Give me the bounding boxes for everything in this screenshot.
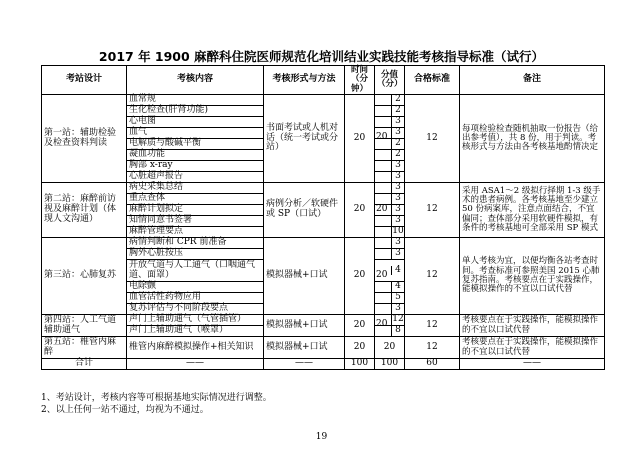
item-points: 3 bbox=[375, 172, 405, 183]
table-row bbox=[42, 337, 605, 359]
exam-item: 心电图 bbox=[127, 117, 264, 128]
exam-time: 20 bbox=[345, 183, 375, 238]
item-points: 8 bbox=[375, 326, 405, 337]
total-score: 100 bbox=[375, 359, 405, 370]
exam-item: 电解质与酸碱平衡 bbox=[127, 139, 264, 150]
header-score: 分值 （分） bbox=[375, 66, 405, 95]
exam-item: 麻醉计划拟定 bbox=[127, 205, 264, 216]
item-points: 2 bbox=[375, 106, 405, 117]
item-points: 2 20 bbox=[375, 95, 405, 106]
item-points: 3 20 bbox=[375, 238, 405, 249]
item-points: 2 bbox=[375, 139, 405, 150]
exam-item: 心脏超声报告 bbox=[127, 172, 264, 183]
total-time: 100 bbox=[345, 359, 375, 370]
station-note: 考核要点在于实践操作，能模拟操作的不宜以口试代替 bbox=[460, 337, 605, 359]
table-row bbox=[42, 315, 605, 326]
exam-method: 模拟器械+口试 bbox=[264, 315, 345, 337]
total-pass: 60 bbox=[405, 359, 460, 370]
item-points: 3 bbox=[375, 304, 405, 315]
exam-item: 血管活性药物应用 bbox=[127, 293, 264, 304]
exam-item: 开放气道与人工通气（口咽通气道、面罩） bbox=[127, 260, 264, 282]
exam-item: 胸部 x-ray bbox=[127, 161, 264, 172]
item-points: 3 bbox=[375, 216, 405, 227]
station-name: 第二站：麻醉前访视及麻醉计划（体现人文沟通） bbox=[42, 183, 127, 238]
item-points: 3 bbox=[375, 117, 405, 128]
station-score: 20 bbox=[376, 132, 388, 143]
exam-time: 20 bbox=[345, 315, 375, 337]
pass-standard: 12 bbox=[405, 315, 460, 337]
exam-method: 模拟器械+口试 bbox=[264, 337, 345, 359]
header-content: 考核内容 bbox=[127, 66, 264, 95]
item-points: 5 bbox=[375, 293, 405, 304]
item-points: 3 bbox=[375, 161, 405, 172]
footnotes bbox=[41, 392, 272, 416]
pass-standard: 12 bbox=[405, 337, 460, 359]
item-points: 4 bbox=[375, 282, 405, 293]
station-name: 第一站：辅助检验及检查资料判读 bbox=[42, 95, 127, 183]
pass-standard: 12 bbox=[405, 95, 460, 183]
header-row bbox=[42, 66, 605, 95]
total-content: —— bbox=[127, 359, 264, 370]
exam-method: 书面考试或人机对话（统一考试或分站） bbox=[264, 95, 345, 183]
exam-item: 血气 bbox=[127, 128, 264, 139]
exam-time: 20 bbox=[345, 95, 375, 183]
item-points: 10 bbox=[375, 227, 405, 238]
exam-item: 胸外心脏按压 bbox=[127, 249, 264, 260]
total-note: —— bbox=[460, 359, 605, 370]
exam-item: 凝血功能 bbox=[127, 150, 264, 161]
exam-method: 病例分析／软硬件或 SP（口试） bbox=[264, 183, 345, 238]
station-name: 第三站：心肺复苏 bbox=[42, 238, 127, 315]
exam-item: 知情同意书签署 bbox=[127, 216, 264, 227]
footnote: 1、考站设计，考核内容等可根据基地实际情况进行调整。 bbox=[41, 393, 272, 403]
item-points: 2 bbox=[375, 150, 405, 161]
exam-item: 复苏评估与不同阶段要点 bbox=[127, 304, 264, 315]
total-method: —— bbox=[264, 359, 345, 370]
item-points: 3 bbox=[375, 249, 405, 260]
exam-item: 电除颤 bbox=[127, 282, 264, 293]
header-method: 考核形式与方法 bbox=[264, 66, 345, 95]
exam-standard-table bbox=[41, 65, 605, 370]
item-points: 3 bbox=[375, 128, 405, 139]
table-row bbox=[42, 183, 605, 194]
item-points: 3 20 bbox=[375, 183, 405, 194]
station-note: 每项检验检查随机抽取一份报告（给出参考值），共 8 份，用于判读。考核形式与方法由各考核基地酌情决定 bbox=[460, 95, 605, 183]
station-score: 20 bbox=[376, 203, 388, 214]
item-points: 3 bbox=[375, 194, 405, 205]
pass-standard: 12 bbox=[405, 238, 460, 315]
item-points: 12 20 bbox=[376, 314, 404, 330]
station-score: 20 bbox=[376, 269, 388, 280]
station-name: 第四站：人工气道辅助通气 bbox=[42, 315, 127, 337]
pass-standard: 12 bbox=[405, 183, 460, 238]
exam-time: 20 bbox=[345, 238, 375, 315]
station-note: 采用 ASA1～2 级拟行择期 1-3 级手术的患者病例。各考核基地至少建立 50 份病案库，注意点面结合，不宜偏同；查体部分采用软硬件模拟，有条件的考核基地可全部采用 SP 模式 bbox=[460, 183, 605, 238]
exam-item: 麻醉管理要点 bbox=[127, 227, 264, 238]
exam-item: 病史采集总结 bbox=[127, 183, 264, 194]
table-row bbox=[42, 238, 605, 249]
table-row bbox=[42, 95, 605, 106]
header-note: 备注 bbox=[460, 66, 605, 95]
exam-item: 椎管内麻醉模拟操作+相关知识 bbox=[127, 337, 264, 359]
exam-item: 声门上辅助通气（气管插管） bbox=[127, 315, 264, 326]
station-name: 第五站：椎管内麻醉 bbox=[42, 337, 127, 359]
exam-item: 生化检查(肝肾功能) bbox=[127, 106, 264, 117]
exam-item: 血常规 bbox=[127, 95, 264, 106]
station-note: 考核要点在于实践操作，能模拟操作的不宜以口试代替 bbox=[460, 315, 605, 337]
page-title: 2017 年 1900 麻醉科住院医师规范化培训结业实践技能考核指导标准（试行） bbox=[98, 49, 545, 64]
exam-item: 病情判断和 CPR 前准备 bbox=[127, 238, 264, 249]
station-note: 单人考核为宜，以便均衡各站考查时间。考查标准可参照美国 2015 心肺复苏指南。考核要点在于实践操作，能模拟操作的不宜以口试代替 bbox=[460, 238, 605, 315]
header-time: 时间 （分钟） bbox=[345, 66, 375, 95]
exam-item: 重点查体 bbox=[127, 194, 264, 205]
item-points: 4 bbox=[375, 260, 405, 282]
header-pass: 合格标准 bbox=[405, 66, 460, 95]
exam-item: 声门上辅助通气（喉罩） bbox=[127, 326, 264, 337]
footnote: 2、以上任何一站不通过，均视为不通过。 bbox=[41, 405, 209, 415]
header-station: 考站设计 bbox=[42, 66, 127, 95]
station-score: 20 bbox=[376, 319, 388, 330]
exam-method: 模拟器械+口试 bbox=[264, 238, 345, 315]
exam-time: 20 bbox=[345, 337, 375, 359]
item-points: 3 bbox=[375, 205, 405, 216]
total-row bbox=[42, 359, 605, 370]
exam-score: 20 bbox=[375, 337, 405, 359]
page-number: 19 bbox=[315, 432, 328, 442]
total-label: 合计 bbox=[42, 359, 127, 370]
